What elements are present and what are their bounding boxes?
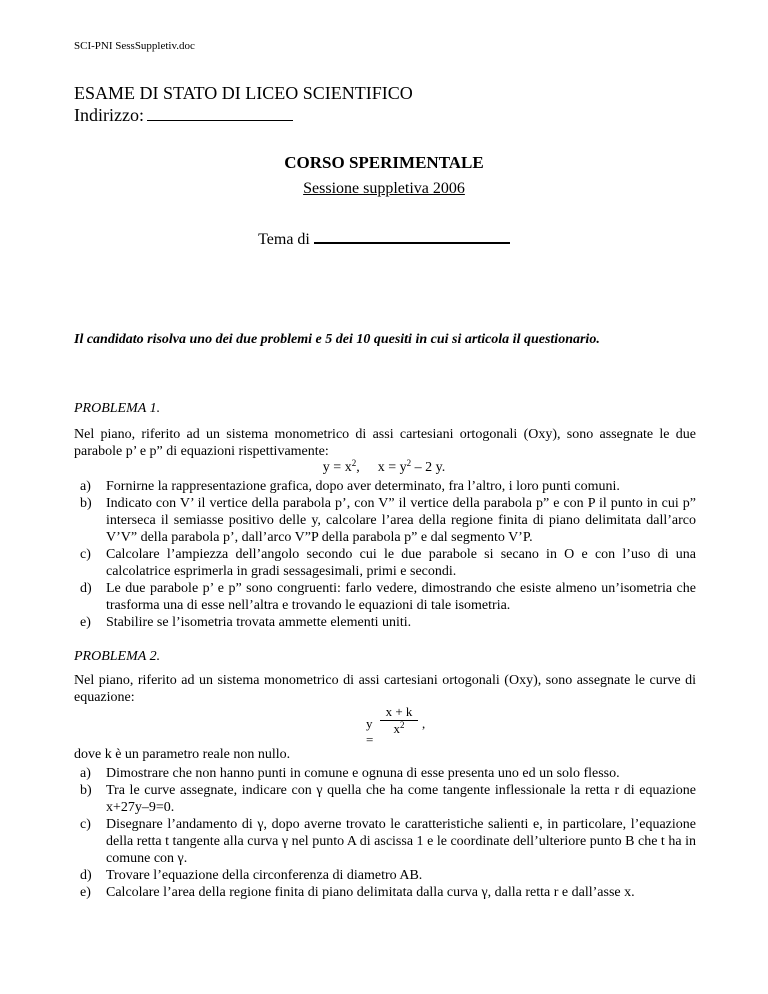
problem-1-item-c: c) Calcolare l’ampiezza dell’angolo secondo cui le due parabole si secano in O e con l’uso di una calcolatrice esprimerla in gradi sessagesimali, primi e secondi. xyxy=(80,547,696,579)
problem-1-item-b: b) Indicato con V’ il vertice della parabola p’, con V” il vertice della parabola p” e con P il punto in cui p” interseca il semiasse positivo delle y, calcolare l’area della regione finita di piano delimitata dall’arco V’V” della parabola p’, dall’arco V”P della parabola p” e dal segmento V’P. xyxy=(80,496,696,545)
equation-b: $x = y^2 - 2$ y. xyxy=(377,458,446,475)
file-name-header: SCI-PNI SessSuppletiv.doc xyxy=(74,40,195,52)
sessione-subtitle: Sessione suppletiva 2006 xyxy=(303,180,465,197)
tema-label: Tema di xyxy=(258,231,310,248)
fraction-denominator: $x^2$ xyxy=(393,720,405,736)
indirizzo-line xyxy=(74,105,293,126)
problem-1-heading: PROBLEMA 1. xyxy=(74,401,161,416)
equation-a: $y = x^2$, xyxy=(322,458,360,475)
equation-comma: , xyxy=(422,716,426,731)
problem-2-heading: PROBLEMA 2. xyxy=(74,649,161,664)
problem-2-item-d: d) Trovare l’equazione della circonferenza di diametro AB. xyxy=(80,868,423,883)
exam-title: ESAME DI STATO DI LICEO SCIENTIFICO xyxy=(74,83,413,103)
instructions: Il candidato risolva uno dei due problemi e 5 dei 10 quesiti in cui si articola il questionario. xyxy=(74,332,600,347)
problem-2-items xyxy=(74,765,696,901)
corso-title: CORSO SPERIMENTALE xyxy=(284,153,484,172)
problem-2-parameter-note: dove k è un parametro reale non nullo. xyxy=(74,747,291,762)
problem-1-item-a: a) Fornirne la rappresentazione grafica, dopo aver determinato, fra l’altro, i loro punti comuni. xyxy=(80,479,620,494)
problem-2-item-b: b) Tra le curve assegnate, indicare con γ quella che ha come tangente inflessionale la retta r di equazione x+27y–9=0. xyxy=(80,783,696,815)
equation-fraction xyxy=(380,704,418,737)
problem-1-item-e: e) Stabilire se l’isometria trovata ammette elementi uniti. xyxy=(80,615,412,630)
problem-1-item-d: d) Le due parabole p’ e p” sono congruenti: farlo vedere, dimostrando che esiste almeno un’isometria che trasforma una di esse nell’altra e trovando le equazioni di tale isometria. xyxy=(80,581,696,613)
fraction-numerator: x + k xyxy=(380,704,418,721)
problem-1-intro: Nel piano, riferito ad un sistema monometrico di assi cartesiani ortogonali (Oxy), sono assegnate le due parabole p’ e p” di equazioni rispettivamente: xyxy=(74,427,696,459)
equation-lhs: y = xyxy=(366,716,374,747)
tema-line xyxy=(0,228,768,249)
problem-2-item-e: e) Calcolare l’area della regione finita di piano delimitata dalla curva γ, dalla retta r e dall’asse x. xyxy=(80,885,635,900)
problem-2-intro: Nel piano, riferito ad un sistema monometrico di assi cartesiani ortogonali (Oxy), sono assegnate le curve di equazione: xyxy=(74,673,696,705)
problem-2-item-a: a) Dimostrare che non hanno punti in comune e ognuna di esse presenta uno ed un solo flesso. xyxy=(80,766,620,781)
tema-blank xyxy=(314,228,510,244)
problem-1-equations xyxy=(0,460,768,476)
problem-1-items xyxy=(74,478,696,631)
indirizzo-label: Indirizzo: xyxy=(74,105,144,125)
problem-2-item-c: c) Disegnare l’andamento di γ, dopo averne trovato le caratteristiche salienti e, in particolare, l’equazione della retta t tangente alla curva γ nel punto A di ascissa 1 e le coordinate dell’ulteriore punto B che t ha in comune con γ. xyxy=(80,817,696,866)
indirizzo-blank xyxy=(147,105,293,121)
